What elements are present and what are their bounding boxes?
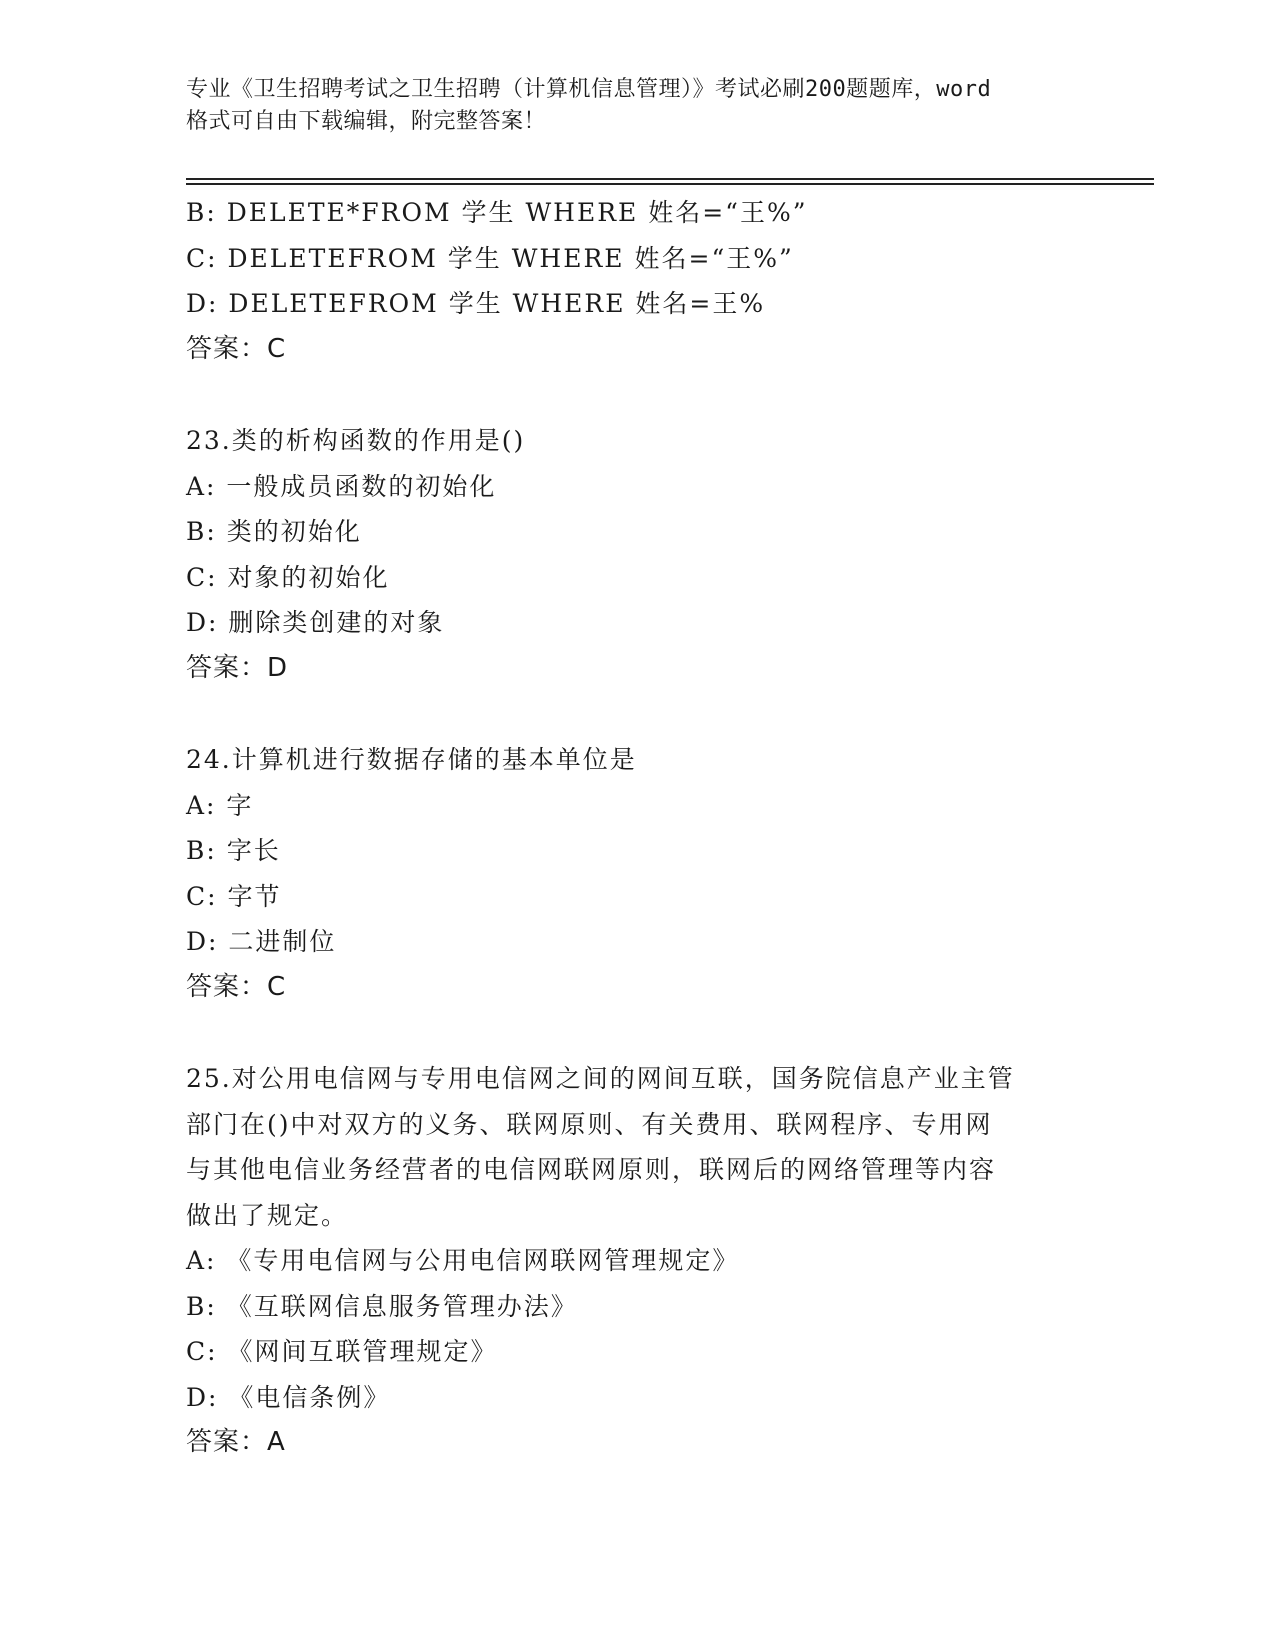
option-d: D: 删除类创建的对象 [186, 608, 445, 637]
header-divider-top [186, 178, 1154, 180]
question-stem-line: 与其他电信业务经营者的电信网联网原则，联网后的网络管理等内容 [186, 1155, 997, 1184]
option-a: A: 《专用电信网与公用电信网联网管理规定》 [186, 1246, 740, 1275]
question-24 [186, 737, 1086, 1010]
option-b: B: DELETE*FROM 学生 WHERE 姓名=“王%” [186, 198, 808, 227]
answer: 答案：A [186, 1427, 286, 1457]
option-d: D: DELETEFROM 学生 WHERE 姓名=王% [186, 289, 766, 318]
answer: 答案：D [186, 652, 289, 683]
option-b: B: 类的初始化 [186, 517, 362, 546]
question-23 [186, 418, 1086, 691]
question-stem-line: 25.对公用电信网与专用电信网之间的网间互联，国务院信息产业主管 [186, 1064, 1015, 1093]
spacer [186, 691, 1086, 737]
question-list [186, 190, 1086, 1466]
header-line-2: 格式可自由下载编辑，附完整答案！ [186, 109, 547, 134]
question-25 [186, 1056, 1086, 1466]
option-a: A: 一般成员函数的初始化 [186, 471, 497, 501]
option-c: C: 对象的初始化 [186, 562, 390, 592]
question-stem: 23.类的析构函数的作用是() [186, 426, 526, 455]
option-c: C: DELETEFROM 学生 WHERE 姓名=“王%” [186, 243, 794, 273]
header-divider-bottom [186, 183, 1154, 185]
header-line-1: 专业《卫生招聘考试之卫生招聘（计算机信息管理）》考试必刷200题题库，word [186, 77, 992, 102]
spacer [186, 372, 1086, 418]
option-d: D: 《电信条例》 [186, 1382, 391, 1412]
document-header [186, 74, 1086, 138]
option-c: C: 字节 [186, 881, 282, 911]
question-stem-line: 做出了规定。 [186, 1200, 349, 1230]
option-d: D: 二进制位 [186, 927, 337, 956]
option-b: B: 《互联网信息服务管理办法》 [186, 1291, 578, 1321]
answer: 答案：C [186, 333, 287, 364]
spacer [186, 1010, 1086, 1056]
option-a: A: 字 [186, 790, 254, 820]
question-stem: 24.计算机进行数据存储的基本单位是 [186, 745, 637, 774]
question-22 [186, 190, 1086, 372]
question-stem-line: 部门在()中对双方的义务、联网原则、有关费用、联网程序、专用网 [186, 1109, 993, 1139]
answer: 答案：C [186, 971, 287, 1002]
option-c: C: 《网间互联管理规定》 [186, 1337, 498, 1366]
option-b: B: 字长 [186, 836, 281, 865]
